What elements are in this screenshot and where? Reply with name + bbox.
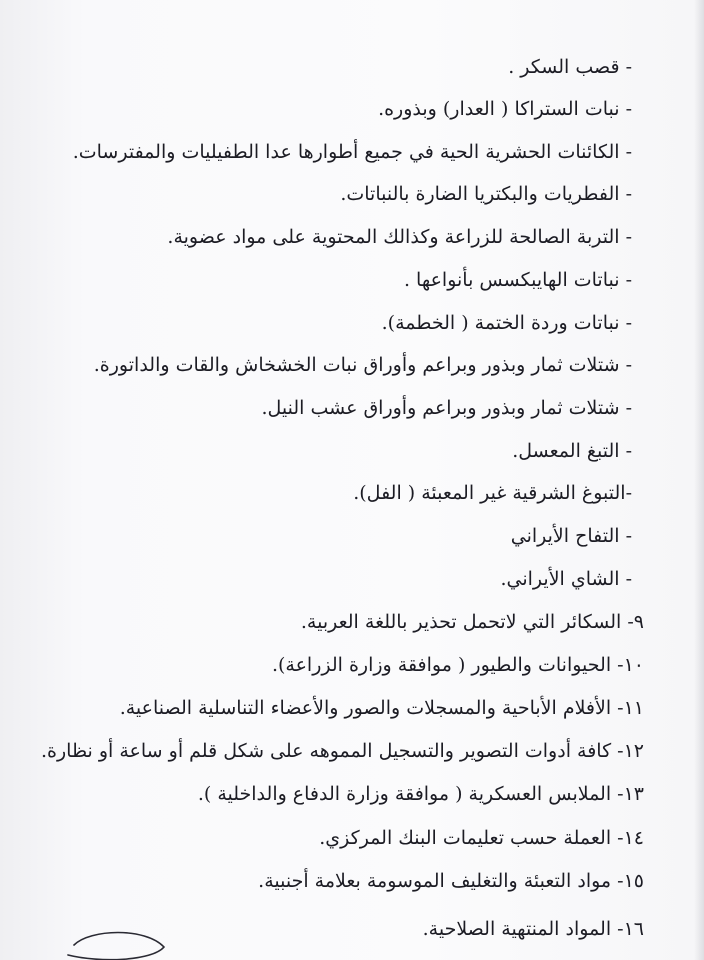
numbered-item-13: ١٣- الملابس العسكرية ( موافقة وزارة الدفاع والداخلية ). <box>197 783 644 805</box>
numbered-item-11: ١١- الأفلام الأباحية والمسجلات والصور والأعضاء التناسلية الصناعية. <box>119 697 644 719</box>
numbered-item-12: ١٢- كافة أدوات التصوير والتسجيل المموهه على شكل قلم أو ساعة أو نظارة. <box>41 740 644 762</box>
pen-scribble-icon <box>60 925 170 960</box>
list-item: - نبات الستراكا ( العدار) وبذوره. <box>378 98 632 120</box>
numbered-item-10: ١٠- الحيوانات والطيور ( موافقة وزارة الزراعة). <box>271 654 644 676</box>
numbered-item-14: ١٤- العملة حسب تعليمات البنك المركزي. <box>319 827 644 849</box>
numbered-item-9: ٩- السكائر التي لاتحمل تحذير باللغة العربية. <box>300 611 644 633</box>
list-item: - الفطريات والبكتريا الضارة بالنباتات. <box>340 183 632 205</box>
list-item: - نباتات وردة الختمة ( الخطمة). <box>381 312 632 334</box>
list-item: - التفاح الأيراني <box>510 525 632 547</box>
list-item: -التبوغ الشرقية غير المعبئة ( الفل). <box>353 482 632 504</box>
list-item: - قصب السكر . <box>508 56 632 78</box>
list-item: - شتلات ثمار وبذور وبراعم وأوراق عشب النيل. <box>261 397 632 419</box>
numbered-item-15: ١٥- مواد التعبئة والتغليف الموسومة بعلامة أجنبية. <box>258 870 644 892</box>
list-item: - شتلات ثمار وبذور وبراعم وأوراق نبات الخشخاش والقات والداتورة. <box>93 354 632 376</box>
numbered-item-16: ١٦- المواد المنتهية الصلاحية. <box>422 918 644 940</box>
list-item: - التبغ المعسل. <box>512 440 632 462</box>
list-item: - الكائنات الحشرية الحية في جميع أطوارها عدا الطفيليات والمفترسات. <box>72 141 632 163</box>
list-item: - نباتات الهايبكسس بأنواعها . <box>403 269 632 291</box>
list-item: - التربة الصالحة للزراعة وكذالك المحتوية على مواد عضوية. <box>167 226 632 248</box>
list-item: - الشاي الأيراني. <box>500 568 632 590</box>
